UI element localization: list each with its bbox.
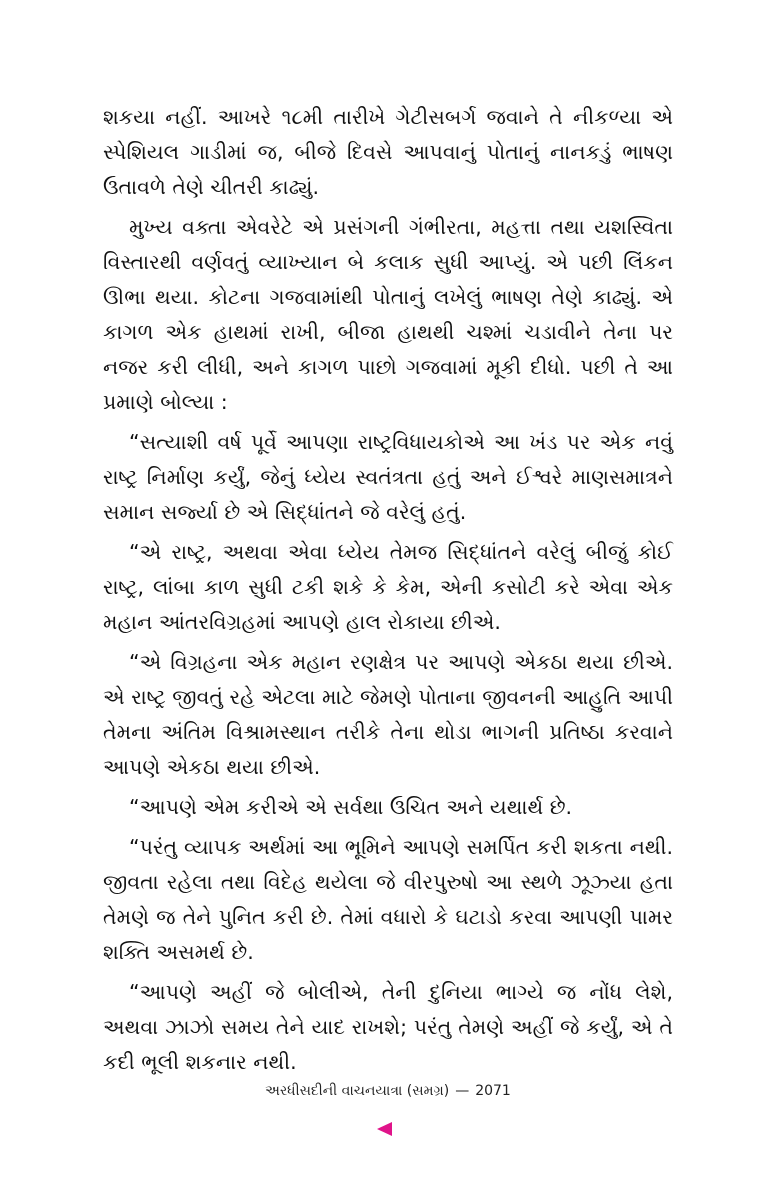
footer-book-title: અરધીસદીની વાચનયાત્રા (સમગ્ર) — [265, 1083, 450, 1099]
footer-page-number: 2071 — [475, 1083, 511, 1099]
paragraph-7: “પરંતુ વ્યાપક અર્થમાં આ ભૂમિને આપણે સમર્પિત કરી શકતા નથી. જીવતા રહેલા તથા વિદેહ થયેલા જે વીરપુરુષો આ સ્થળે ઝૂઝ્યા હતા તેમણે જ તેને પુનિત કરી છે. તેમાં વધારો કે ઘટાડો કરવા આપણી પામર શક્તિ અસમર્થ છે. — [103, 835, 673, 964]
paragraph-6: “આપણે એમ કરીએ એ સર્વથા ઉચિત અને યથાર્થ છે. — [129, 795, 573, 819]
paragraph-4: “એ રાષ્ટ્ર, અથવા એવા ધ્યેય તેમજ સિદ્ધાંતને વરેલું બીજું કોઈ રાષ્ટ્ર, લાંબા કાળ સુધી ટકી શકે કે કેમ, એની કસોટી કરે એવા એક મહાન આંતરવિગ્રહમાં આપણે હાલ રોકાયા છીએ. — [103, 540, 673, 634]
previous-page-arrow-icon[interactable] — [377, 1122, 392, 1136]
paragraph-1: શકયા નહીં. આખરે ૧૮મી તારીખે ગેટીસબર્ગ જવાને તે નીકળ્યા એ સ્પેશિયલ ગાડીમાં જ, બીજે દિવસે આપવાનું પોતાનું નાનકડું ભાષણ ઉતાવળે તેણે ચીતરી કાઢ્યું. — [103, 105, 673, 199]
paragraph-2: મુખ્ય વક્તા એવરેટે એ પ્રસંગની ગંભીરતા, મહત્તા તથા યશસ્વિતા વિસ્તારથી વર્ણવતું વ્યાખ્યાન બે કલાક સુધી આપ્યું. એ પછી લિંકન ઊભા થયા. કોટના ગજવામાંથી પોતાનું લખેલું ભાષણ તેણે કાઢ્યું. એ કાગળ એક હાથમાં રાખી, બીજા હાથથી ચશ્માં ચડાવીને તેના પર નજર કરી લીધી, અને કાગળ પાછો ગજવામાં મૂકી દીધો. પછી તે આ પ્રમાણે બોલ્યા : — [103, 215, 673, 414]
footer-separator: — — [455, 1083, 470, 1099]
paragraph-5: “એ વિગ્રહના એક મહાન રણક્ષેત્ર પર આપણે એકઠા થયા છીએ. એ રાષ્ટ્ર જીવતું રહે એટલા માટે જેમણે પોતાના જીવનની આહુતિ આપી તેમના અંતિમ વિશ્રામસ્થાન તરીકે તેના થોડા ભાગની પ્રતિષ્ઠા કરવાને આપણે એકઠા થયા છીએ. — [103, 650, 673, 779]
paragraph-3: “સત્યાશી વર્ષ પૂર્વે આપણા રાષ્ટ્રવિધાયકોએ આ ખંડ પર એક નવું રાષ્ટ્ર નિર્માણ કર્યું, જેનું ધ્યેય સ્વતંત્રતા હતું અને ઈશ્વરે માણસમાત્રને સમાન સર્જ્યા છે એ સિદ્ધાંતને જે વરેલું હતું. — [103, 430, 673, 524]
page-body — [103, 100, 673, 1085]
page-footer — [0, 1081, 776, 1101]
paragraph-8: “આપણે અહીં જે બોલીએ, તેની દુનિયા ભાગ્યે જ નોંધ લેશે, અથવા ઝાઝો સમય તેને યાદ રાખશે; પરંતુ તેમણે અહીં જે કર્યું, એ તે કદી ભૂલી શકનાર નથી. — [103, 980, 673, 1074]
